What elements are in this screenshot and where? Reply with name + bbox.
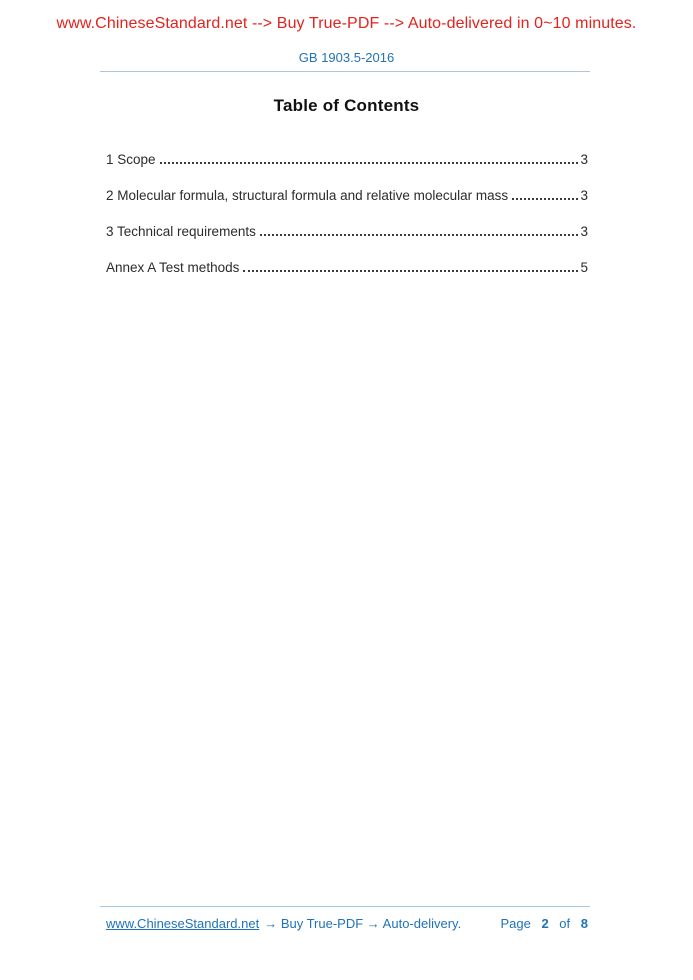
- toc-entry-molecular-formula: [106, 188, 588, 203]
- toc-entry-technical-requirements: [106, 224, 588, 239]
- toc-entry-annex-a: [106, 260, 588, 275]
- of-label: of: [559, 916, 571, 931]
- toc-entry-page: 5: [580, 260, 588, 275]
- promo-banner: www.ChineseStandard.net --> Buy True-PDF --> Auto-delivered in 0~10 minutes.: [56, 15, 637, 32]
- toc-entry-page: 3: [580, 224, 588, 239]
- toc-entry-page: 3: [580, 152, 588, 167]
- dot-leader: [160, 162, 579, 164]
- page-indicator: [500, 916, 588, 931]
- toc-entry-label: 1 Scope: [106, 152, 156, 167]
- toc-entry-page: 3: [580, 188, 588, 203]
- page-total: 8: [580, 916, 588, 931]
- table-of-contents: [106, 152, 588, 296]
- dot-leader: [512, 198, 578, 200]
- toc-entry-label: 3 Technical requirements: [106, 224, 256, 239]
- standard-code: GB 1903.5-2016: [298, 50, 395, 65]
- footer-site-link[interactable]: www.ChineseStandard.net: [106, 916, 260, 931]
- page-footer: [106, 916, 588, 931]
- dot-leader: [243, 270, 578, 272]
- toc-entry-label: Annex A Test methods: [106, 260, 240, 275]
- toc-entry-label: 2 Molecular formula, structural formula and relative molecular mass: [106, 188, 509, 203]
- page-current: 2: [541, 916, 549, 931]
- toc-entry-scope: [106, 152, 588, 167]
- page-title: Table of Contents: [273, 96, 420, 115]
- header-divider: [100, 71, 590, 72]
- page-label: Page: [500, 916, 531, 931]
- dot-leader: [260, 234, 579, 236]
- footer-promo: [106, 916, 461, 931]
- footer-divider: [100, 906, 590, 907]
- footer-tagline: → Buy True-PDF → Auto-delivery.: [264, 916, 462, 931]
